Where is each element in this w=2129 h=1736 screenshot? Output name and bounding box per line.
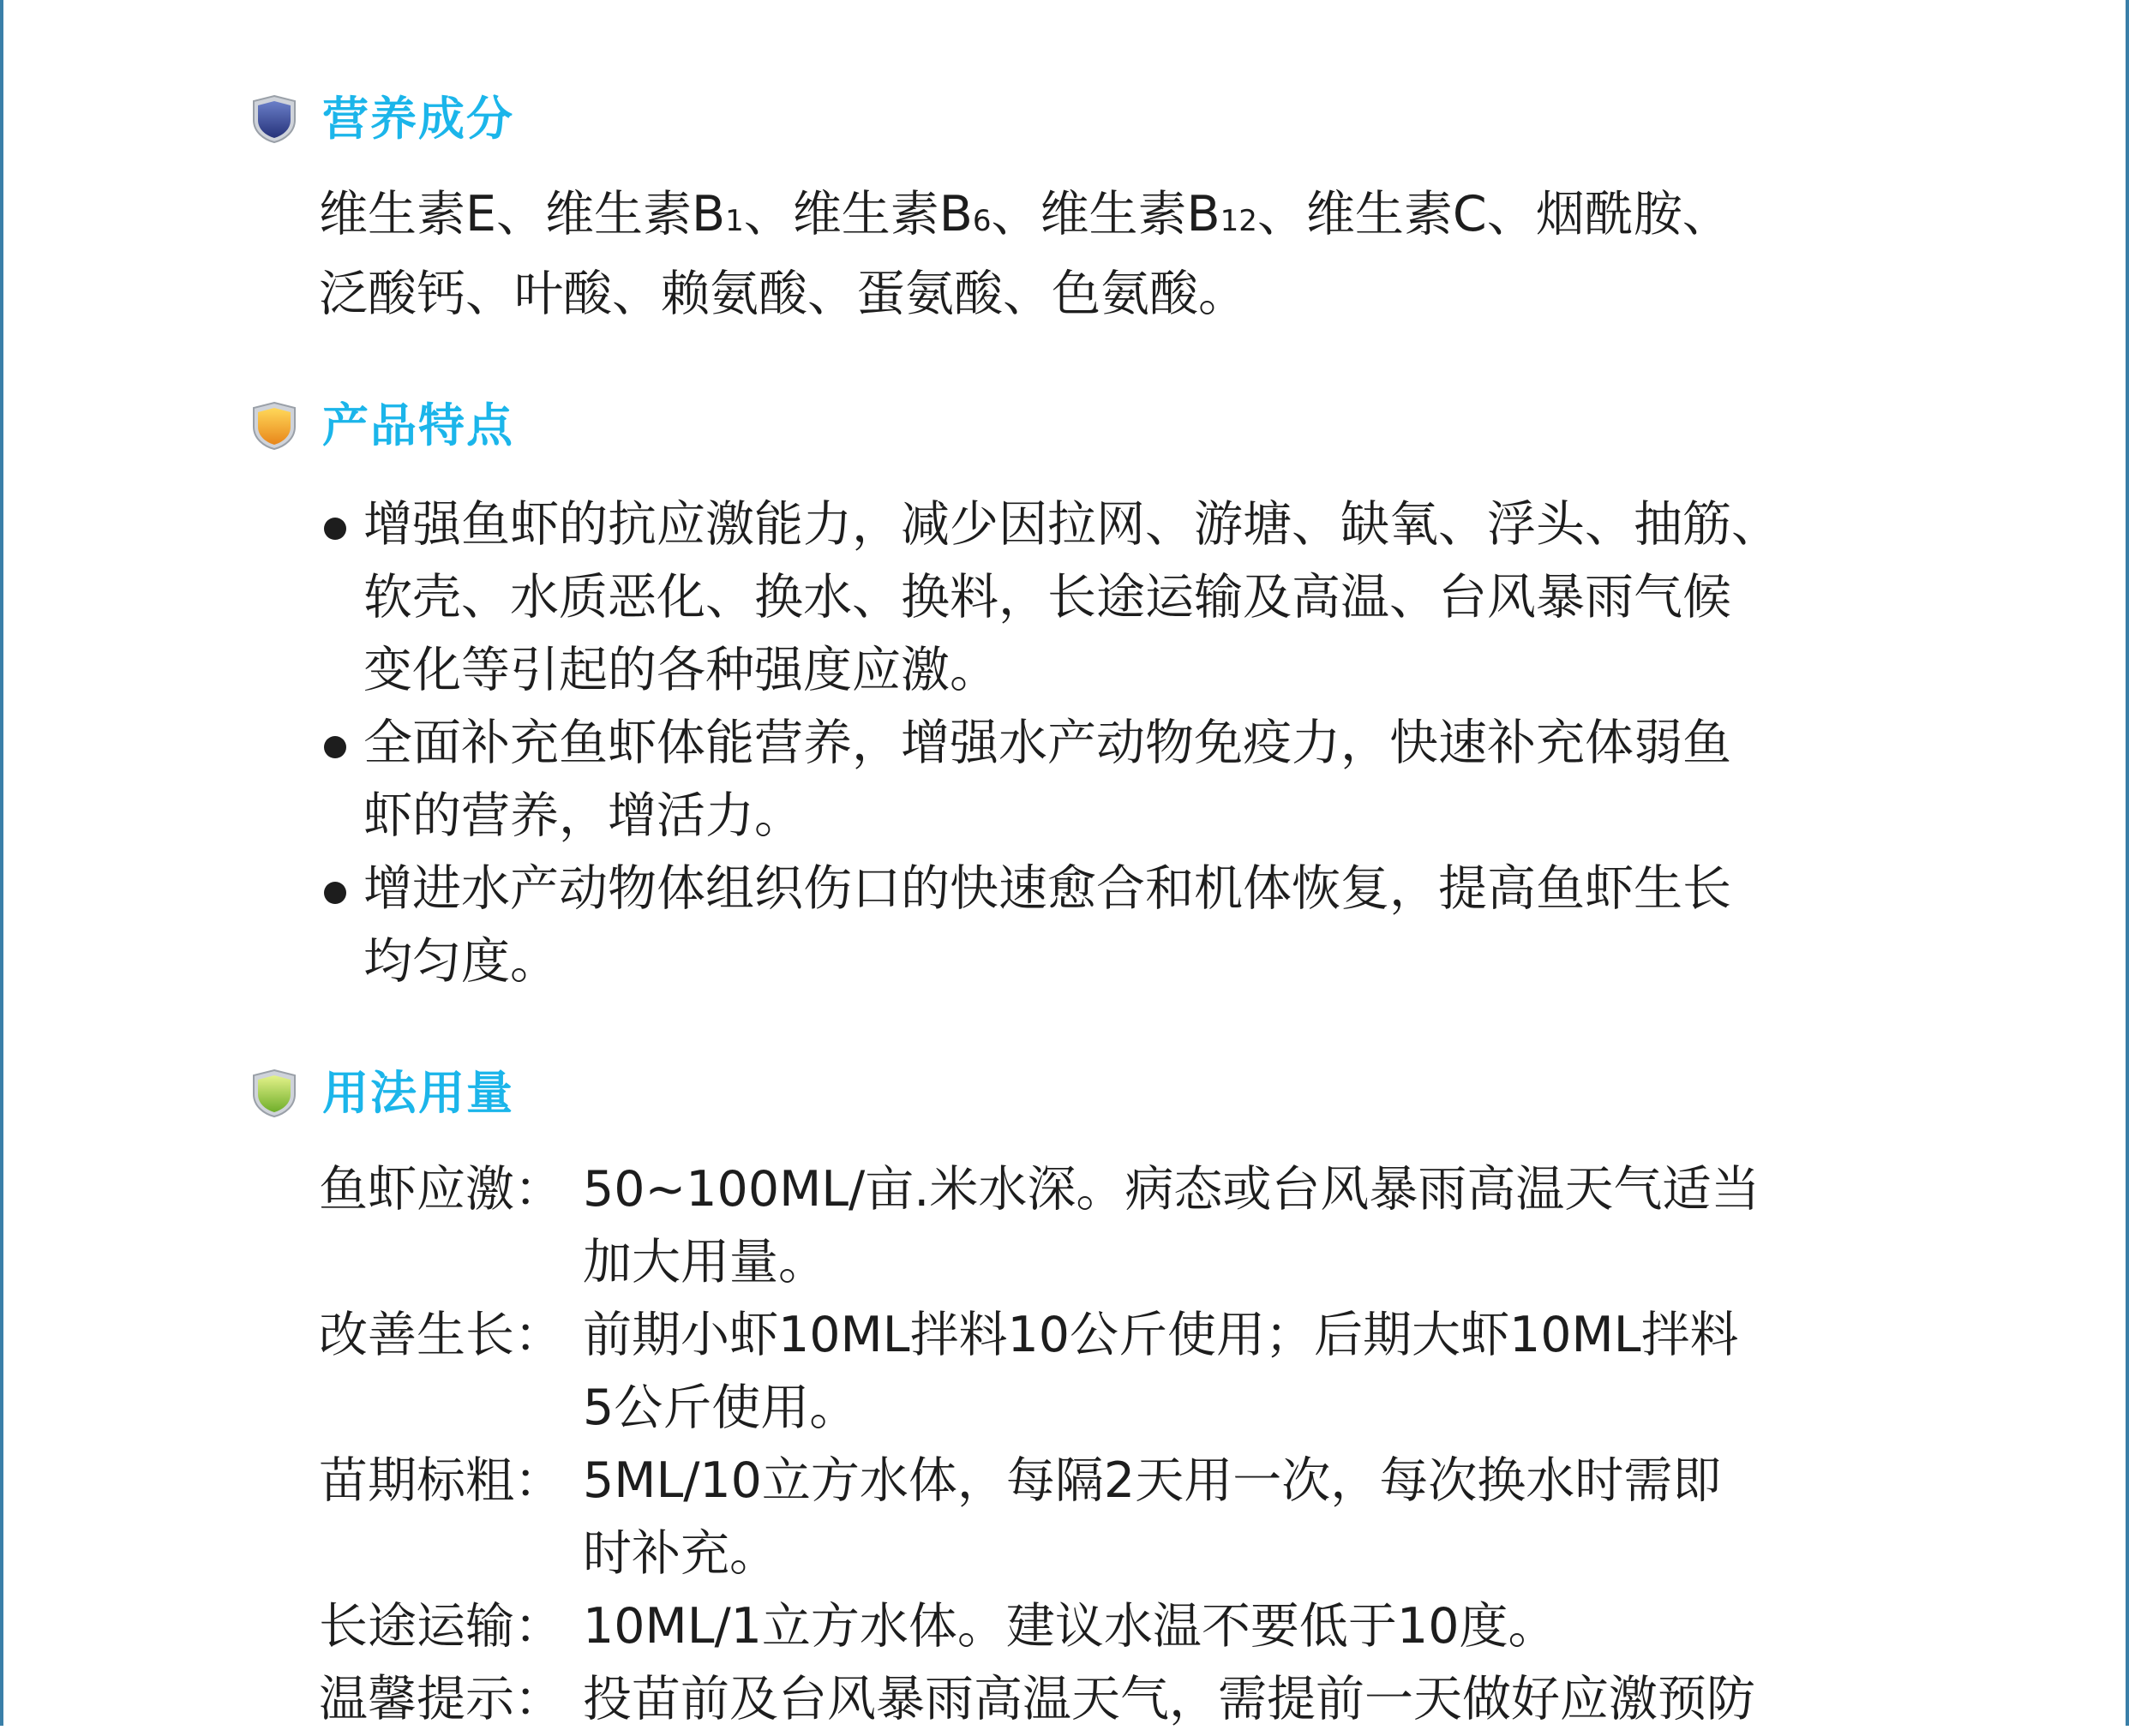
section-title-usage: 用法用量 xyxy=(322,1066,514,1120)
usage-text: 5ML/10立方水体，每隔2天用一次，每次换水时需即 时补充。 xyxy=(583,1452,1722,1582)
usage-list xyxy=(319,1153,1760,1736)
section-features-header xyxy=(252,396,514,456)
shield-blue-icon xyxy=(252,94,297,144)
usage-row xyxy=(319,1299,1760,1445)
usage-label: 苗期标粗： xyxy=(319,1452,563,1509)
section-title-nutrition: 营养成分 xyxy=(322,92,514,146)
usage-row xyxy=(319,1445,1760,1590)
usage-text: 前期小虾10ML拌料10公斤使用；后期大虾10ML拌料 5公斤使用。 xyxy=(583,1307,1739,1436)
usage-row xyxy=(319,1663,1760,1736)
usage-row xyxy=(319,1153,1760,1299)
usage-label: 改善生长： xyxy=(319,1307,563,1363)
nutrition-line-1: 维生素E、维生素B1、维生素B6、维生素B12、维生素C、烟酰胺、 xyxy=(319,186,1731,242)
usage-text: 投苗前及台风暴雨高温天气，需提前一天做好应激预防 xyxy=(583,1671,1755,1727)
usage-label: 温馨提示： xyxy=(319,1671,563,1727)
usage-label: 鱼虾应激： xyxy=(319,1161,563,1218)
feature-item: 增进水产动物体组织伤口的快速愈合和机体恢复，提高鱼虾生长 均匀度。 xyxy=(319,853,1780,998)
section-usage-header xyxy=(252,1063,514,1123)
bullet-dot-icon xyxy=(324,518,346,540)
shield-green-icon xyxy=(252,1069,297,1118)
bullet-dot-icon xyxy=(324,882,346,904)
nutrition-line-2: 泛酸钙、叶酸、赖氨酸、蛋氨酸、色氨酸。 xyxy=(319,266,1247,322)
bullet-dot-icon xyxy=(324,736,346,758)
feature-item: 全面补充鱼虾体能营养，增强水产动物免疫力，快速补充体弱鱼 虾的营养，增活力。 xyxy=(319,707,1780,853)
section-nutrition-header xyxy=(252,89,514,149)
usage-label: 长途运输： xyxy=(319,1598,563,1655)
usage-text: 10ML/1立方水体。建议水温不要低于10度。 xyxy=(583,1598,1557,1655)
shield-orange-icon xyxy=(252,401,297,451)
feature-item: 增强鱼虾的抗应激能力，减少因拉网、游塘、缺氧、浮头、抽筋、 软壳、水质恶化、换水、换料，长途运输及高温、台风暴雨气候 变化等引起的各种强度应激。 xyxy=(319,488,1780,707)
usage-text: 50~100ML/亩.米水深。病态或台风暴雨高温天气适当 加大用量。 xyxy=(583,1161,1760,1290)
section-title-features: 产品特点 xyxy=(322,398,514,452)
nutrition-text xyxy=(319,178,1731,331)
features-list xyxy=(319,488,1780,998)
usage-row xyxy=(319,1590,1760,1663)
